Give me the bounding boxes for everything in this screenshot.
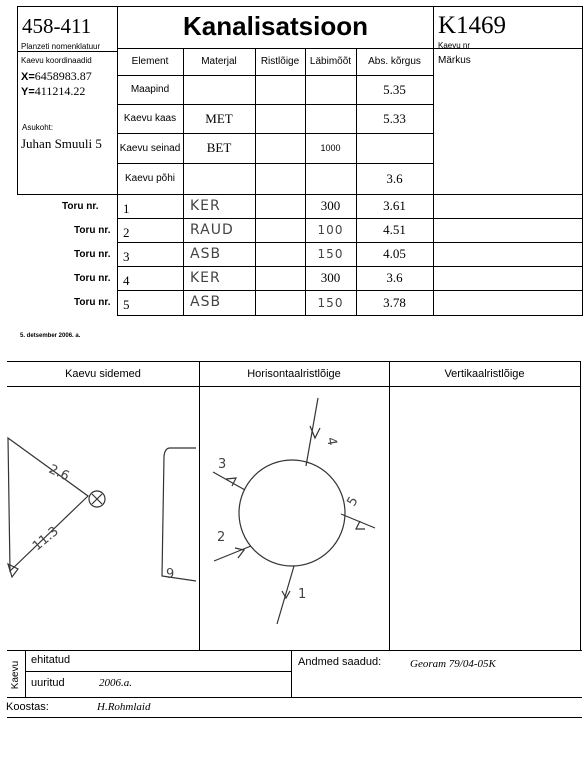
y-label: Y= — [21, 86, 35, 98]
pipe-diameter: 150 — [317, 295, 344, 310]
pipe-label: Toru nr. — [74, 273, 111, 284]
page-title: Kanalisatsioon — [183, 11, 368, 41]
date-note: 5. detsember 2006. a. — [20, 333, 81, 339]
ties-triangle — [8, 438, 88, 571]
pipe-nr: 3 — [123, 249, 130, 264]
col-abs-height: Abs. kõrgus — [368, 56, 421, 67]
pipe-label: Toru nr. — [74, 225, 111, 236]
tie-distance-c: 9 — [166, 567, 175, 582]
well-caption: Kaevu nr — [438, 41, 471, 50]
pipe-diameter: 300 — [320, 198, 341, 213]
measured-value: 2006.a. — [99, 677, 132, 689]
col-cross-section: Ristlõige — [260, 56, 300, 67]
y-coordinate — [21, 84, 85, 99]
sketch-drawings — [0, 386, 588, 650]
tie-distance-b: 11.3 — [29, 523, 62, 555]
y-value: 411214.22 — [34, 84, 86, 98]
x-value: 6458983.87 — [34, 69, 92, 83]
pipe-material: ASB — [190, 294, 222, 310]
row-material: MET — [205, 110, 233, 126]
row-element: Kaevu seinad — [119, 142, 181, 154]
well-side-label: Kaevu — [10, 660, 21, 690]
pipe-height: 4.51 — [383, 222, 406, 237]
col-element: Element — [131, 56, 169, 67]
built-label: ehitatud — [31, 654, 71, 666]
pipe-diameter: 300 — [320, 270, 341, 285]
well-id: K1469 — [438, 12, 507, 39]
x-coordinate — [21, 69, 92, 84]
x-label: X= — [21, 71, 35, 83]
pipe-diameter: 100 — [317, 223, 344, 237]
pipe-label: Toru nr. — [74, 249, 111, 260]
map-code: 458-411 — [22, 14, 92, 38]
author-label: Koostas: — [6, 701, 49, 713]
location-caption: Asukoht: — [22, 123, 54, 132]
row-element: Kaevu põhi — [124, 173, 176, 184]
pipe-mark: 5 — [344, 494, 362, 509]
pipe-height: 3.78 — [383, 294, 406, 310]
pipe-material: RAUD — [190, 222, 234, 238]
pipe-material: KER — [190, 198, 221, 214]
pipe-mark: 2 — [217, 530, 226, 545]
pipe-nr: 4 — [123, 273, 130, 288]
measured-label: uuritud — [31, 677, 65, 689]
pipe-label: Toru nr. — [62, 201, 99, 212]
col-diameter: Läbimõõt — [309, 56, 352, 67]
pipe-mark: 3 — [218, 457, 227, 472]
pipe-material: KER — [190, 270, 221, 286]
building-outline — [162, 448, 196, 581]
row-diameter: 1000 — [320, 143, 341, 153]
row-material: BET — [206, 140, 232, 155]
pipe-mark: 1 — [298, 587, 307, 602]
well-circle — [239, 460, 345, 566]
pipe-nr: 5 — [123, 297, 130, 312]
map-code-caption: Planzeti nomenklatuur — [21, 42, 101, 51]
source-label: Andmed saadud: — [298, 656, 382, 668]
pipe-label: Toru nr. — [74, 297, 111, 308]
col-remarks: Märkus — [438, 55, 471, 66]
row-height: 3.6 — [386, 170, 403, 186]
row-height: 5.33 — [383, 110, 406, 126]
source-value: Georam 79/04-05K — [410, 658, 496, 670]
pipe-height: 3.6 — [386, 270, 403, 285]
row-height: 5.35 — [383, 81, 406, 97]
pipe-nr: 2 — [123, 225, 130, 240]
col-material: Materjal — [201, 56, 237, 67]
location: Juhan Smuuli 5 — [21, 136, 102, 151]
panel-title: Horisontaalristlõige — [247, 367, 341, 380]
panel-title: Vertikaalristlõige — [444, 367, 525, 380]
coords-caption: Kaevu koordinaadid — [21, 56, 92, 65]
pipe-mark: 4 — [323, 436, 340, 447]
author-value: H.Rohmlaid — [97, 701, 151, 713]
pipe-material: ASB — [190, 246, 222, 262]
row-element: Kaevu kaas — [123, 113, 177, 124]
pipe-diameter: 150 — [317, 247, 344, 261]
panel-title: Kaevu sidemed — [65, 367, 141, 380]
pipe-height: 4.05 — [383, 246, 406, 261]
pipe-nr: 1 — [123, 201, 130, 216]
pipe-height: 3.61 — [383, 198, 406, 213]
row-element: Maapind — [130, 84, 170, 95]
tie-distance-a: 2.6 — [46, 462, 72, 485]
